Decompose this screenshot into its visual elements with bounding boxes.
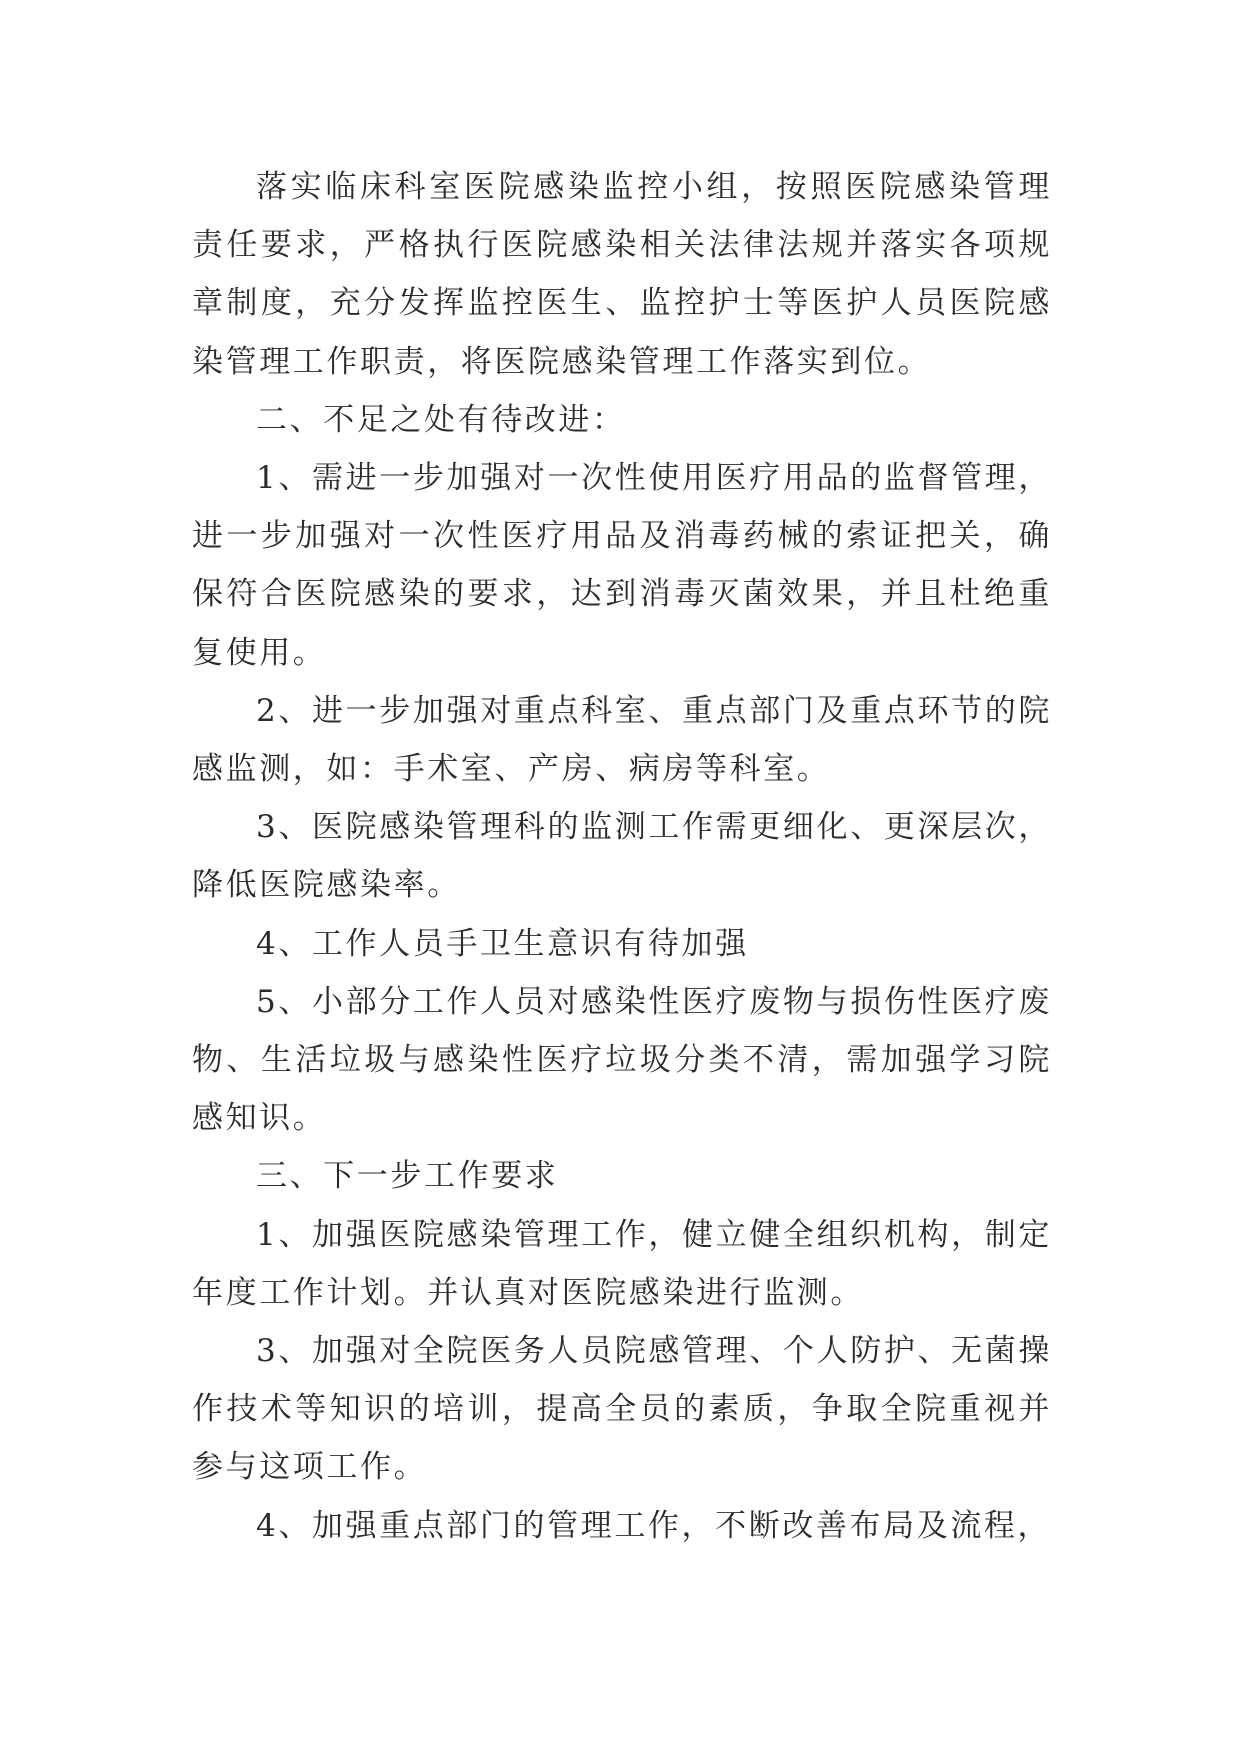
paragraph-infection-control-group: 落实临床科室医院感染监控小组，按照医院感染管理责任要求，严格执行医院感染相关法律法规并落实各项规章制度，充分发挥监控医生、监控护士等医护人员医院感染管理工作职责，将医院感染管理工作落实到位。 [192,169,1052,380]
paragraph-shortcoming-3: 3、医院感染管理科的监测工作需更细化、更深层次，降低医院感染率。 [192,809,1052,904]
paragraph-next-step-1: 1、加强医院感染管理工作，健立健全组织机构，制定年度工作计划。并认真对医院感染进行监测。 [192,1216,1052,1311]
heading-next-steps: 三、下一步工作要求 [256,1158,559,1195]
paragraph-next-step-3: 3、加强对全院医务人员院感管理、个人防护、无菌操作技术等知识的培训，提高全员的素质，争取全院重视并参与这项工作。 [192,1333,1052,1486]
paragraph-shortcoming-2: 2、进一步加强对重点科室、重点部门及重点环节的院感监测，如：手术室、产房、病房等科室。 [192,692,1052,788]
heading-shortcomings: 二、不足之处有待改进： [256,401,626,438]
document-body [192,158,1052,1555]
paragraph-shortcoming-4: 4、工作人员手卫生意识有待加强 [256,925,749,962]
paragraph-shortcoming-5: 5、小部分工作人员对感染性医疗废物与损伤性医疗废物、生活垃圾与感染性医疗垃圾分类不清，需加强学习院感知识。 [192,983,1052,1137]
paragraph-next-step-4: 4、加强重点部门的管理工作，不断改善布局及流程， [256,1507,1052,1544]
paragraph-shortcoming-1: 1、需进一步加强对一次性使用医疗用品的监督管理，进一步加强对一次性医疗用品及消毒药械的索证把关，确保符合医院感染的要求，达到消毒灭菌效果，并且杜绝重复使用。 [192,460,1052,671]
